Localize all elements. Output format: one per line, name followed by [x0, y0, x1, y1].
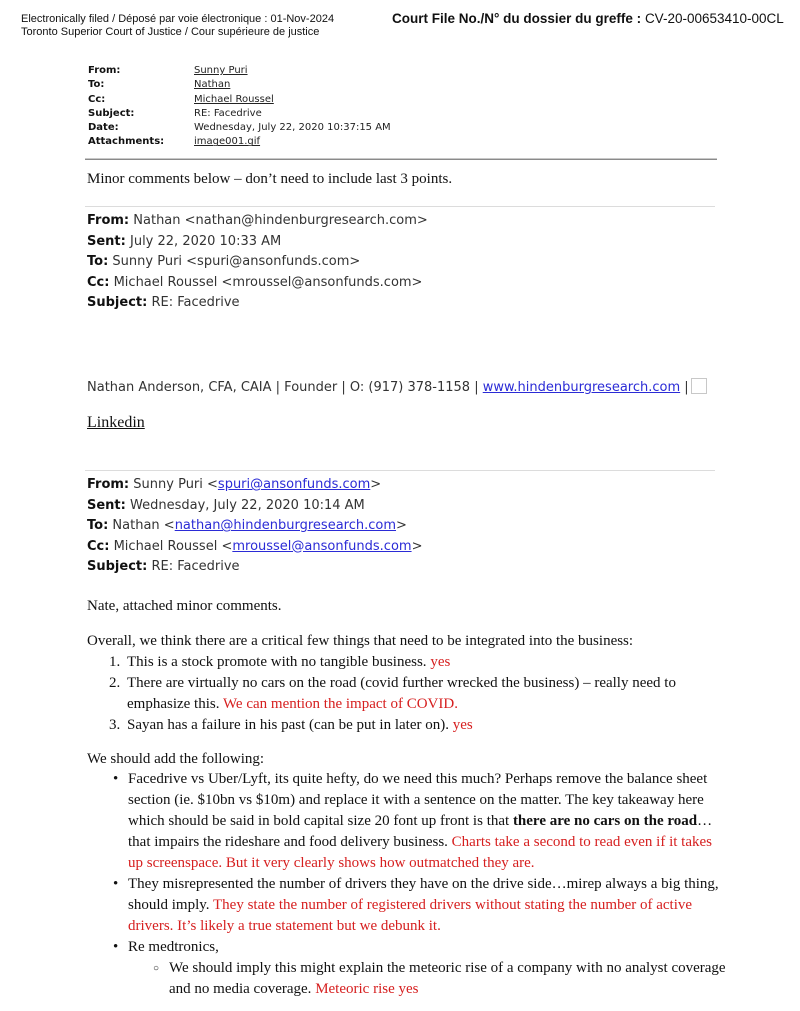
header-row-from: [88, 64, 391, 78]
to-link[interactable]: Nathan: [194, 79, 231, 91]
quoted-sent: [87, 496, 422, 517]
header-row-attachments: [88, 135, 391, 149]
label: Sent:: [87, 497, 126, 513]
filing-stamp-line1: Electronically filed / Déposé par voie électronique : 01-Nov-2024: [21, 13, 335, 25]
label: Subject:: [87, 559, 148, 574]
court-file-value: CV-20-00653410-00CL: [644, 11, 784, 26]
signature: [87, 378, 707, 395]
label: From:: [87, 477, 130, 492]
greeting: Nate, attached minor comments.: [87, 598, 282, 614]
header-divider: [85, 158, 717, 160]
cc-link[interactable]: Michael Roussel: [194, 93, 274, 105]
bracket: >: [396, 518, 407, 533]
quoted-from: [87, 475, 422, 496]
quoted-to: [87, 252, 428, 273]
bullet-icon: •: [113, 876, 119, 892]
signature-text: Nathan Anderson, CFA, CAIA | Founder | O: (917) 378-1158 |: [87, 380, 483, 395]
value: RE: Facedrive: [151, 559, 240, 574]
label: To:: [87, 518, 109, 533]
label: Cc:: [87, 274, 110, 290]
value: Michael Roussel <mroussel@ansonfunds.com>: [113, 274, 423, 290]
item-text: …that impairs the rideshare and food delivery business.: [128, 813, 713, 850]
value: Nathan <: [112, 518, 175, 533]
value: RE: Facedrive: [151, 295, 240, 310]
header-key: Cc:: [88, 93, 106, 105]
date-value: Wednesday, July 22, 2020 10:37:15 AM: [194, 122, 391, 134]
bullet-icon: •: [113, 771, 119, 787]
header-row-to: [88, 78, 391, 92]
list-item: [87, 874, 727, 937]
quoted-subject: [87, 557, 422, 578]
filing-stamp: [21, 13, 334, 39]
value: Sunny Puri <spuri@ansonfunds.com>: [112, 254, 361, 269]
label: Sent:: [87, 233, 126, 249]
list-item: [87, 673, 727, 715]
value: Sunny Puri <: [133, 477, 218, 492]
item-number: 2.: [109, 675, 121, 691]
bracket: >: [370, 477, 382, 492]
header-key: Subject:: [88, 107, 135, 119]
sub-list-item: [87, 958, 727, 1000]
list-item: [87, 769, 727, 874]
bullet-icon: •: [113, 939, 119, 955]
label: Cc:: [87, 538, 110, 554]
hollow-bullet-icon: ○: [153, 963, 160, 974]
header-row-cc: [88, 93, 391, 107]
item-text: Sayan has a failure in his past (can be put in later on).: [127, 717, 453, 733]
quoted-header-2: [87, 475, 422, 578]
item-text: This is a stock promote with no tangible business.: [127, 654, 431, 670]
quote-divider-2: [85, 470, 715, 471]
quoted-cc: [87, 537, 422, 558]
reply-comment: We can mention the impact of COVID.: [222, 696, 458, 712]
subject-value: RE: Facedrive: [194, 107, 262, 119]
from-link[interactable]: Sunny Puri: [194, 65, 248, 76]
item-number: 3.: [109, 717, 121, 733]
list-item: [87, 652, 727, 673]
quoted-header-1: [87, 211, 428, 314]
email-header: [88, 64, 391, 150]
reply-comment: Charts take a second to read even if it takes up screenspace. But it very clearly shows how outmatched they are.: [128, 834, 712, 871]
item-text: Facedrive vs Uber/Lyft, its quite hefty, do we need this much? Perhaps remove the balance sheet section (ie. $10bn vs $10m) and replace it with a sentence on the matter. The key takeaway here which should be said in bold capital size 20 font up front is that: [128, 771, 708, 829]
item-text: There are virtually no cars on the road (covid further wrecked the business) – really need to emphasize this.: [127, 675, 676, 712]
value: Nathan <nathan@hindenburgresearch.com>: [133, 213, 428, 228]
header-key: Attachments:: [88, 136, 165, 148]
item-number: 1.: [109, 654, 121, 670]
item-bold-text: there are no cars on the road: [512, 813, 698, 829]
quoted-subject: [87, 293, 428, 314]
header-key: To:: [88, 79, 105, 91]
quoted-sent: [87, 232, 428, 253]
label: From:: [87, 213, 130, 228]
quote-divider: [85, 206, 715, 207]
header-row-subject: [88, 107, 391, 121]
item-text: They misrepresented the number of drivers they have on the drive side…mirep always a big thing, should imply.: [128, 876, 719, 913]
reply-comment: yes: [430, 654, 451, 670]
quoted-to: [87, 516, 422, 537]
item-text: We should imply this might explain the meteoric rise of a company with no analyst coverage and no media coverage.: [169, 960, 726, 997]
header-key: From:: [88, 65, 121, 76]
website-link[interactable]: www.hindenburgresearch.com: [482, 380, 681, 395]
court-file-label: Court File No./N° du dossier du greffe :: [392, 11, 642, 26]
email-link[interactable]: spuri@ansonfunds.com: [217, 477, 371, 492]
bullet-list: [87, 769, 727, 1000]
email-link[interactable]: mroussel@ansonfunds.com: [232, 538, 412, 554]
reply-body: Minor comments below – don’t need to include last 3 points.: [87, 171, 453, 187]
separator: |: [680, 380, 689, 395]
linkedin-link[interactable]: Linkedin: [87, 414, 145, 431]
attachment-link[interactable]: image001.gif: [194, 136, 261, 148]
header-key: Date:: [88, 122, 119, 134]
list-item: [87, 937, 727, 958]
reply-comment: They state the number of registered drivers without stating the number of active drivers. It’s likely a true statement but we debunk it.: [128, 897, 693, 934]
reply-comment: Meteoric rise yes: [315, 981, 419, 997]
reply-comment: yes: [452, 717, 473, 733]
label: To:: [87, 254, 109, 269]
court-file-number: [392, 11, 784, 26]
quoted-from: [87, 211, 428, 232]
email-link[interactable]: nathan@hindenburgresearch.com: [174, 518, 397, 533]
header-row-date: [88, 121, 391, 135]
filing-stamp-line2: Toronto Superior Court of Justice / Cour supérieure de justice: [21, 26, 320, 38]
numbered-list: [87, 652, 727, 736]
value: July 22, 2020 10:33 AM: [130, 233, 282, 249]
quoted-cc: [87, 273, 428, 294]
add-intro: We should add the following:: [87, 751, 265, 767]
image-placeholder-icon: [691, 378, 707, 394]
label: Subject:: [87, 295, 148, 310]
bracket: >: [411, 538, 423, 554]
value: Wednesday, July 22, 2020 10:14 AM: [130, 497, 365, 513]
intro: Overall, we think there are a critical few things that need to be integrated into the business:: [87, 633, 634, 649]
value: Michael Roussel <: [113, 538, 233, 554]
list-item: [87, 715, 727, 736]
item-text: Re medtronics,: [128, 939, 219, 955]
